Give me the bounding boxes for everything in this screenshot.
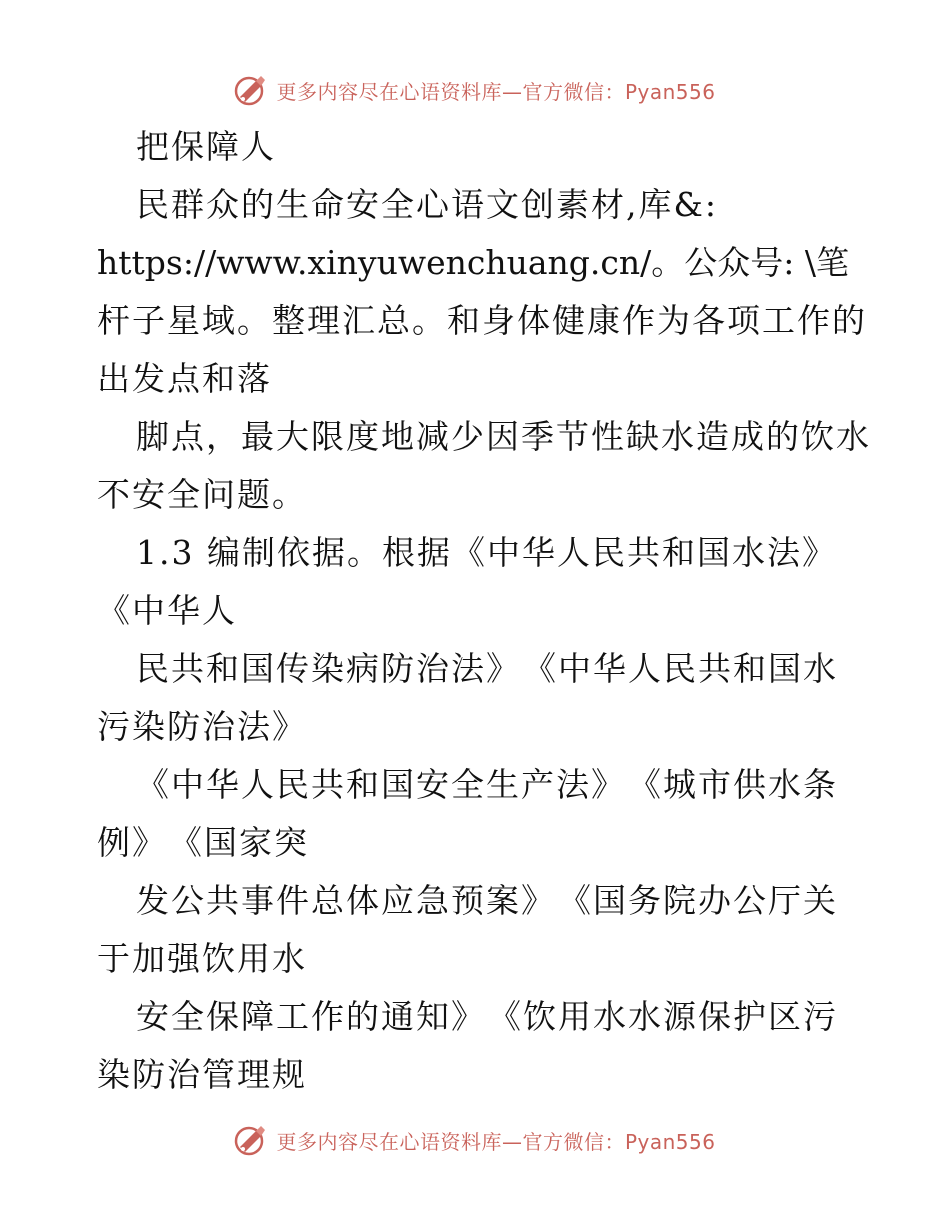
body-line: 把保障人 xyxy=(136,127,276,166)
body-line: 于加强饮用水 xyxy=(97,939,307,978)
body-line: 《中华人 xyxy=(97,591,237,630)
body-line: 例》 《国家突 xyxy=(97,823,309,862)
body-line: 脚点，最大限度地减少因季节性缺水造成的饮水 xyxy=(136,417,871,456)
pen-logo-icon xyxy=(234,1123,268,1157)
body-line: 《中华人民共和国安全生产法》 《城市供水条 xyxy=(136,765,838,804)
body-line: 出发点和落 xyxy=(97,359,272,398)
body-line-url: https://www.xinyuwenchuang.cn/。公众号: \笔 xyxy=(97,243,849,282)
body-line: 污染防治法》 xyxy=(97,707,307,746)
header-banner xyxy=(0,70,950,110)
body-line: 不安全问题。 xyxy=(97,475,307,514)
banner-text: 更多内容尽在心语资料库—官方微信：Pyan556 xyxy=(276,1129,716,1154)
body-line: 民群众的生命安全心语文创素材,库&: xyxy=(136,185,718,224)
body-line: 民共和国传染病防治法》 《中华人民共和国水 xyxy=(136,649,838,688)
body-line: 杆子星域。整理汇总。和身体健康作为各项工作的 xyxy=(97,301,867,340)
pen-logo-icon xyxy=(234,73,268,107)
body-line: 染防治管理规 xyxy=(97,1055,307,1094)
body-line: 1.3 编制依据。根据《中华人民共和国水法》 xyxy=(136,533,837,572)
body-line: 发公共事件总体应急预案》 《国务院办公厅关 xyxy=(136,881,838,920)
footer-banner xyxy=(0,1120,950,1160)
body-line: 安全保障工作的通知》 《饮用水水源保护区污 xyxy=(136,997,838,1036)
banner-text: 更多内容尽在心语资料库—官方微信：Pyan556 xyxy=(276,79,716,104)
